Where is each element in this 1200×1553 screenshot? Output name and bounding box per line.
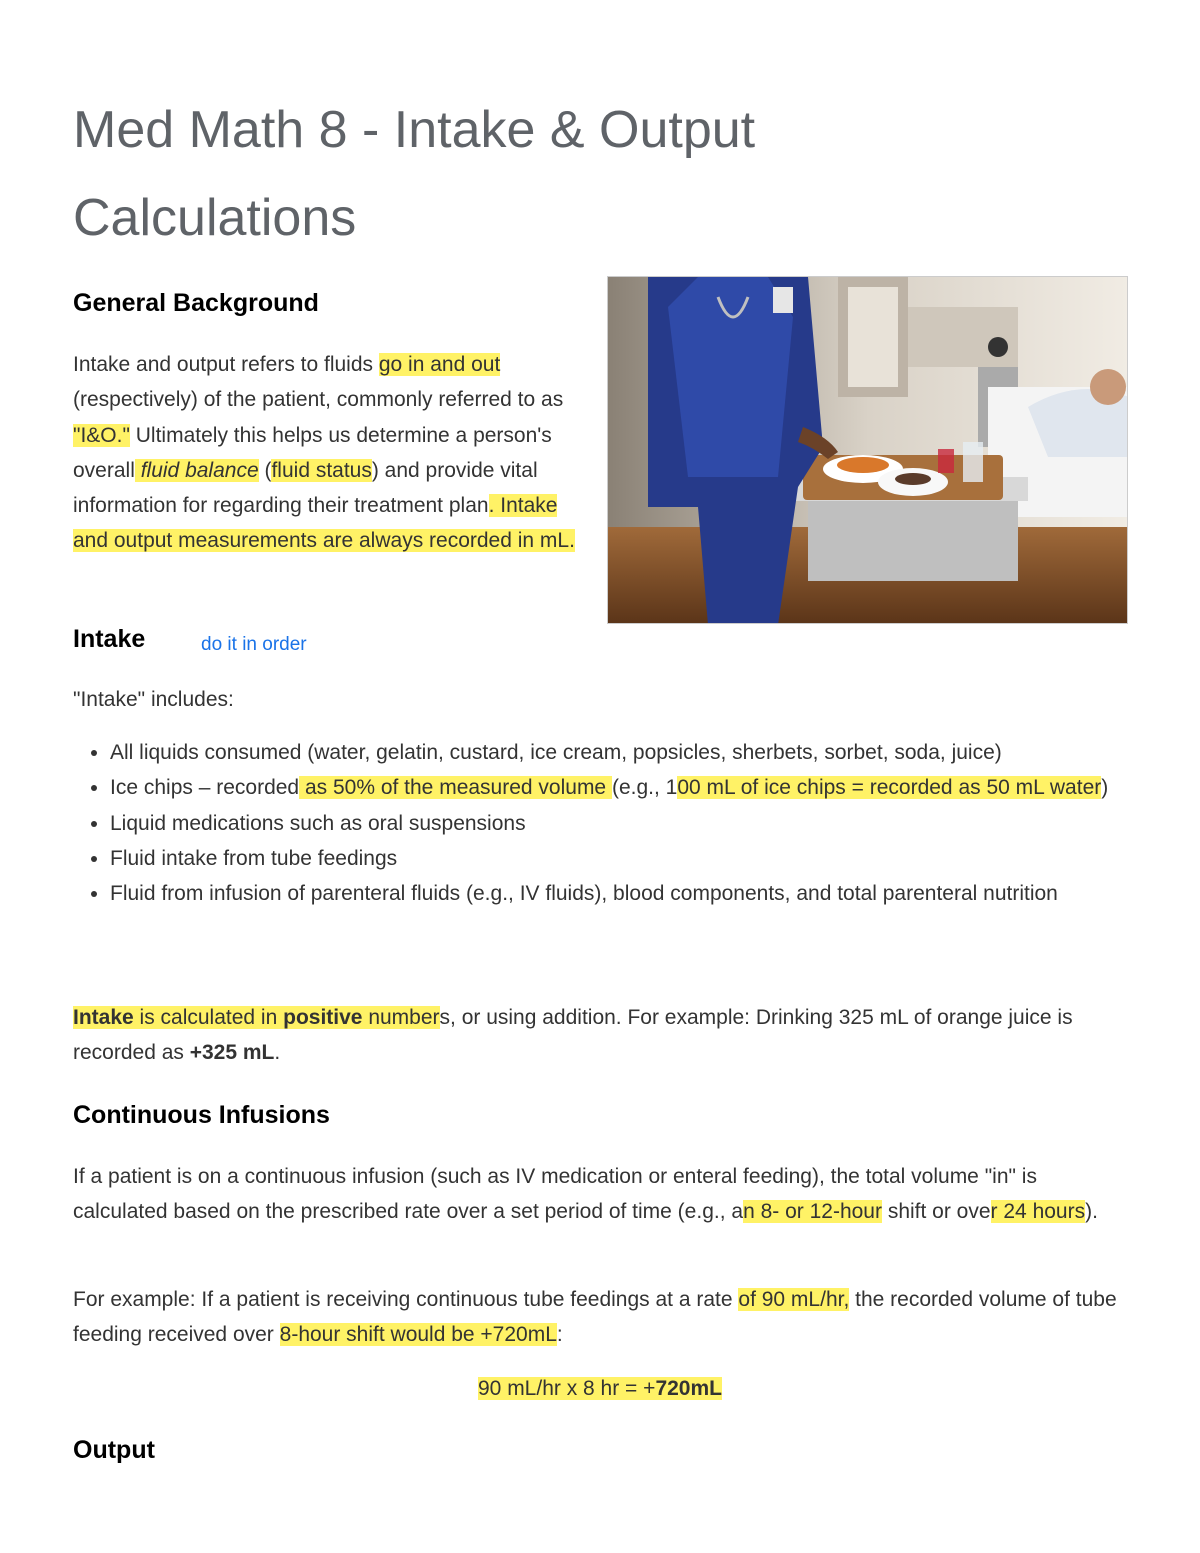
highlight: Intake is calculated in positive number (73, 1006, 440, 1029)
highlight: fluid balance (134, 458, 259, 482)
highlight: as 50% of the measured volume (299, 776, 612, 800)
list-item: • Fluid intake from tube feedings (110, 841, 1170, 876)
highlight: n 8- or 12-hour (743, 1200, 882, 1224)
highlight: 8-hour shift would be +720mL (279, 1323, 557, 1347)
list-item: • All liquids consumed (water, gelatin, custard, ice cream, popsicles, sherbets, sorbet, soda, juice) (110, 735, 1170, 770)
highlight: fluid status (271, 458, 372, 482)
formula-line (0, 1371, 1200, 1406)
intake-calculation-paragraph: Intake is calculated in positive numbers, or using addition. For example: Drinking 325 mL of orange juice is recorded as +325 mL. (73, 1006, 1073, 1065)
continuous-paragraph-1: If a patient is on a continuous infusion (such as IV medication or enteral feeding), the total volume "in" is calculated based on the prescribed rate over a set period of time (e.g., an 8- or 12-hour shift or over 24 hours). (73, 1165, 1098, 1224)
page-title-line2: Calculations (73, 189, 357, 247)
page-title (73, 86, 973, 262)
handwritten-note: do it in order (201, 634, 307, 655)
general-background-paragraph: Intake and output refers to fluids go in and out (respectively) of the patient, commonly referred to as "I&O." Ultimately this helps us determine a person's overall fluid balance (fluid status) and provide vital information for regarding their treatment plan. Intake and output measurements are always recorded in mL. (73, 353, 575, 553)
list-item: • Ice chips – recorded as 50% of the measured volume (e.g., 100 mL of ice chips = recorded as 50 mL water) (110, 770, 1170, 805)
continuous-paragraph-2: For example: If a patient is receiving continuous tube feedings at a rate of 90 mL/hr, the recorded volume of tube feeding received over 8-hour shift would be +720mL: (73, 1288, 1117, 1347)
intake-includes-text: "Intake" includes: (73, 688, 234, 711)
highlight: r 24 hours (990, 1200, 1086, 1224)
heading-continuous-infusions: Continuous Infusions (73, 1101, 330, 1129)
nurse-with-meal-tray-illustration (608, 277, 1128, 624)
highlight: 00 mL of ice chips = recorded as 50 mL water (677, 776, 1102, 800)
heading-general-background: General Background (73, 289, 319, 317)
page-title-line1: Med Math 8 - Intake & Output (73, 101, 756, 159)
list-item: • Fluid from infusion of parenteral fluids (e.g., IV fluids), blood components, and total parenteral nutrition (110, 876, 1170, 911)
heading-output: Output (73, 1436, 155, 1464)
highlight: of 90 mL/hr, (738, 1288, 850, 1311)
nurse-meal-tray-photo (607, 276, 1128, 624)
list-item: • Liquid medications such as oral suspensions (110, 806, 1170, 841)
heading-intake: Intake (73, 625, 146, 653)
intake-list (73, 735, 1170, 911)
highlight: 90 mL/hr x 8 hr = +720mL (478, 1377, 722, 1400)
highlight: . Intake and output measurements are always recorded in mL. (73, 494, 575, 553)
highlight: "I&O." (73, 423, 130, 447)
highlight: go in and out (378, 353, 501, 376)
